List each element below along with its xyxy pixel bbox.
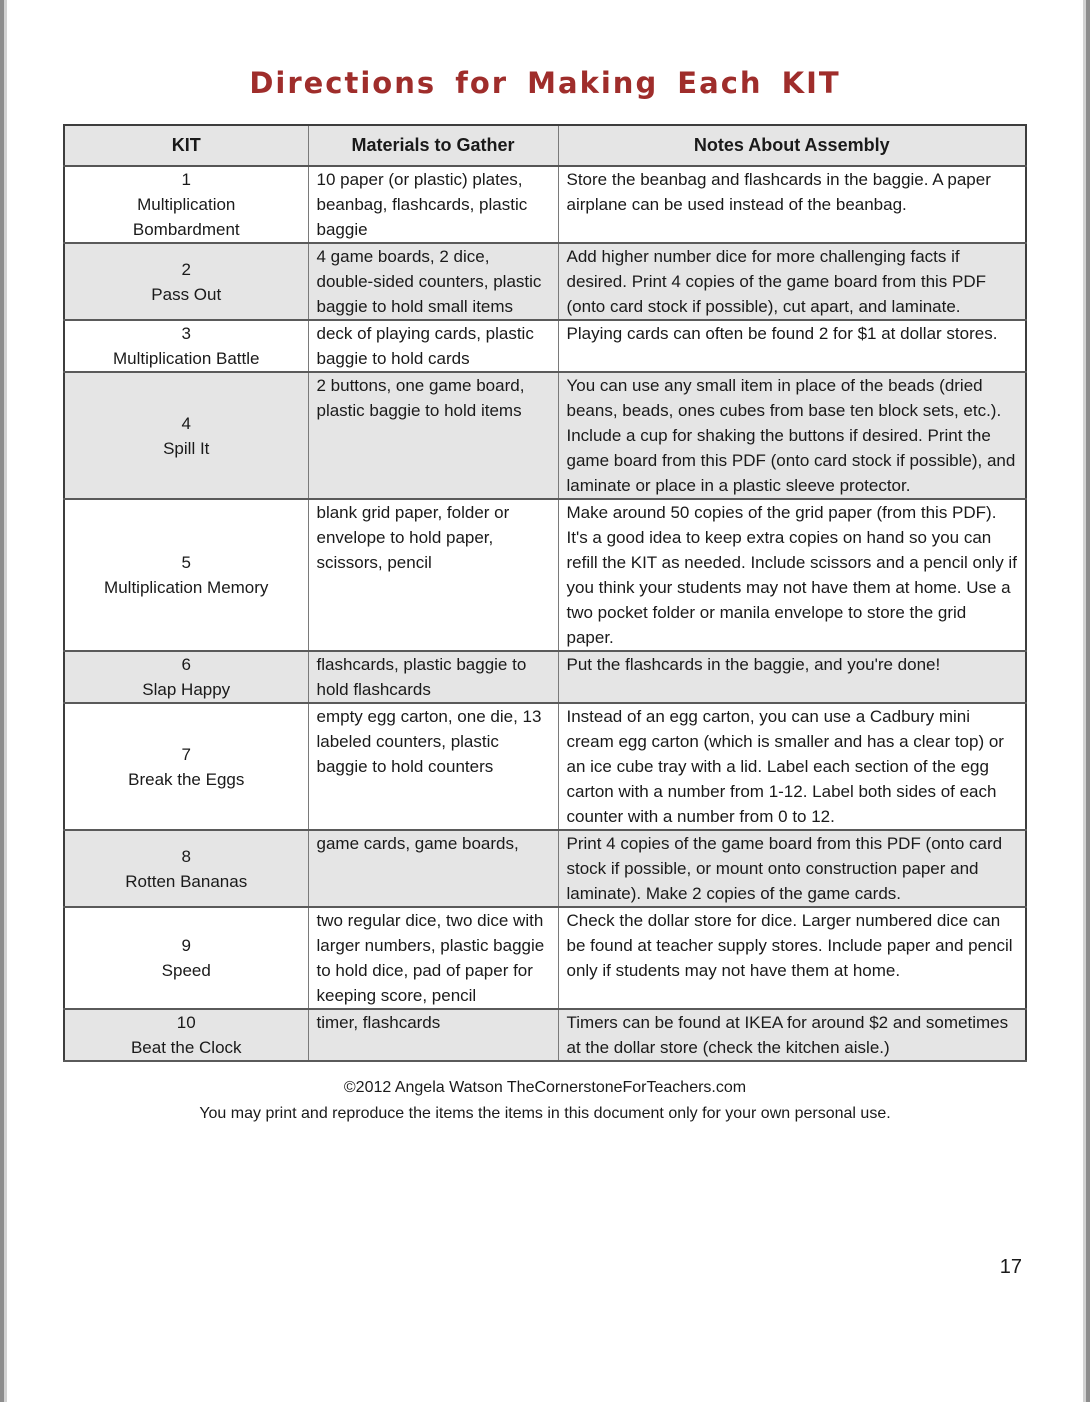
kit-table-row [64,651,1026,703]
page-number: 17 [999,1256,1022,1278]
kit-number: 3 [181,324,191,343]
notes-cell: Add higher number dice for more challenging facts if desired. Print 4 copies of the game board from this PDF (onto card stock if possible), cut apart, and laminate. [558,243,1026,320]
materials-cell: two regular dice, two dice with larger numbers, plastic baggie to hold dice, pad of paper for keeping score, pencil [308,907,558,1009]
kit-cell [64,703,308,830]
header-cell-materials: Materials to Gather [308,125,558,166]
materials-cell: game cards, game boards, [308,830,558,907]
kit-name: Slap Happy [142,680,231,699]
kit-cell [64,320,308,372]
kit-table-row [64,499,1026,651]
footer-usage-note: You may print and reproduce the items the items in this document only for your own personal use. [199,1105,891,1122]
kit-number: 8 [181,846,191,866]
kit-name: Beat the Clock [130,1038,242,1057]
notes-cell: Timers can be found at IKEA for around $2 and sometimes at the dollar store (check the kitchen aisle.) [558,1009,1026,1061]
materials-cell: deck of playing cards, plastic baggie to hold cards [308,320,558,372]
page-left-edge [0,0,8,1402]
footer-copyright: ©2012 Angela Watson TheCornerstoneForTeachers.com [343,1079,747,1096]
kit-table-row [64,830,1026,907]
materials-cell: blank grid paper, folder or envelope to hold paper, scissors, pencil [308,499,558,651]
header-cell-kit: KIT [64,125,308,166]
kit-cell [64,830,308,907]
table-header-row [64,125,1026,166]
materials-cell: 4 game boards, 2 dice, double-sided counters, plastic baggie to hold small items [308,243,558,320]
kit-cell [64,372,308,499]
kit-table-row [64,372,1026,499]
notes-cell: Instead of an egg carton, you can use a Cadbury mini cream egg carton (which is smaller and has a clear top) or an ice cube tray with a lid. Label each section of the egg carton with a number from 1-12. Label both sides of each counter with a number from 0 to 12. [558,703,1026,830]
notes-cell: Check the dollar store for dice. Larger numbered dice can be found at teacher supply stores. Include paper and pencil only if students may not have them at home. [558,907,1026,1009]
page-title: Directions for Making Each KIT [249,66,841,100]
kit-cell [64,651,308,703]
notes-cell: Store the beanbag and flashcards in the baggie. A paper airplane can be used instead of the beanbag. [558,166,1026,243]
kit-name: Multiplication Bombardment [132,195,240,239]
kit-cell [64,166,308,243]
kit-cell [64,1009,308,1061]
kit-table-row [64,703,1026,830]
kit-number: 10 [176,1013,196,1032]
kit-number: 9 [181,936,191,955]
page-footer [8,1075,1082,1127]
notes-cell: Print 4 copies of the game board from this PDF (onto card stock if possible, or mount onto construction paper and laminate). Make 2 copies of the game cards. [558,830,1026,907]
notes-cell: Make around 50 copies of the grid paper (from this PDF). It's a good idea to keep extra copies on hand so you can refill the KIT as needed. Include scissors and a pencil only if you think your students may not have them at home. Use a two pocket folder or manila envelope to store the grid paper. [558,499,1026,651]
kit-table-row [64,166,1026,243]
materials-cell: empty egg carton, one die, 13 labeled counters, plastic baggie to hold counters [308,703,558,830]
kit-number: 4 [181,413,191,433]
materials-cell: 2 buttons, one game board, plastic baggie to hold items [308,372,558,499]
materials-cell: 10 paper (or plastic) plates, beanbag, flashcards, plastic baggie [308,166,558,243]
notes-cell: Playing cards can often be found 2 for $1 at dollar stores. [558,320,1026,372]
kit-name: Pass Out [151,284,222,304]
kit-number: 6 [181,655,191,674]
kit-name: Break the Eggs [128,769,245,789]
kit-number: 1 [181,170,191,189]
kit-name: Rotten Bananas [125,871,248,891]
kit-cell [64,499,308,651]
kit-name: Speed [161,961,211,980]
kit-cell [64,243,308,320]
kit-name: Multiplication Battle [113,349,260,368]
document-page [8,0,1082,1402]
kit-cell [64,907,308,1009]
kit-name: Multiplication Memory [104,578,269,597]
materials-cell: flashcards, plastic baggie to hold flashcards [308,651,558,703]
kit-directions-table [63,124,1027,1062]
kit-number: 5 [181,553,191,572]
notes-cell: You can use any small item in place of the beads (dried beans, beads, ones cubes from base ten block sets, etc.). Include a cup for shaking the buttons if desired. Print the game board from this PDF (onto card stock if possible), and laminate or place in a plastic sleeve protector. [558,372,1026,499]
kit-table-row [64,320,1026,372]
notes-cell: Put the flashcards in the baggie, and you're done! [558,651,1026,703]
kit-table-row [64,907,1026,1009]
header-cell-notes: Notes About Assembly [558,125,1026,166]
materials-cell: timer, flashcards [308,1009,558,1061]
page-right-edge [1082,0,1090,1402]
kit-name: Spill It [163,438,210,458]
kit-table-row [64,243,1026,320]
kit-number: 7 [181,744,191,764]
kit-table-row [64,1009,1026,1061]
kit-number: 2 [181,259,191,279]
kit-table-body [64,166,1026,1061]
